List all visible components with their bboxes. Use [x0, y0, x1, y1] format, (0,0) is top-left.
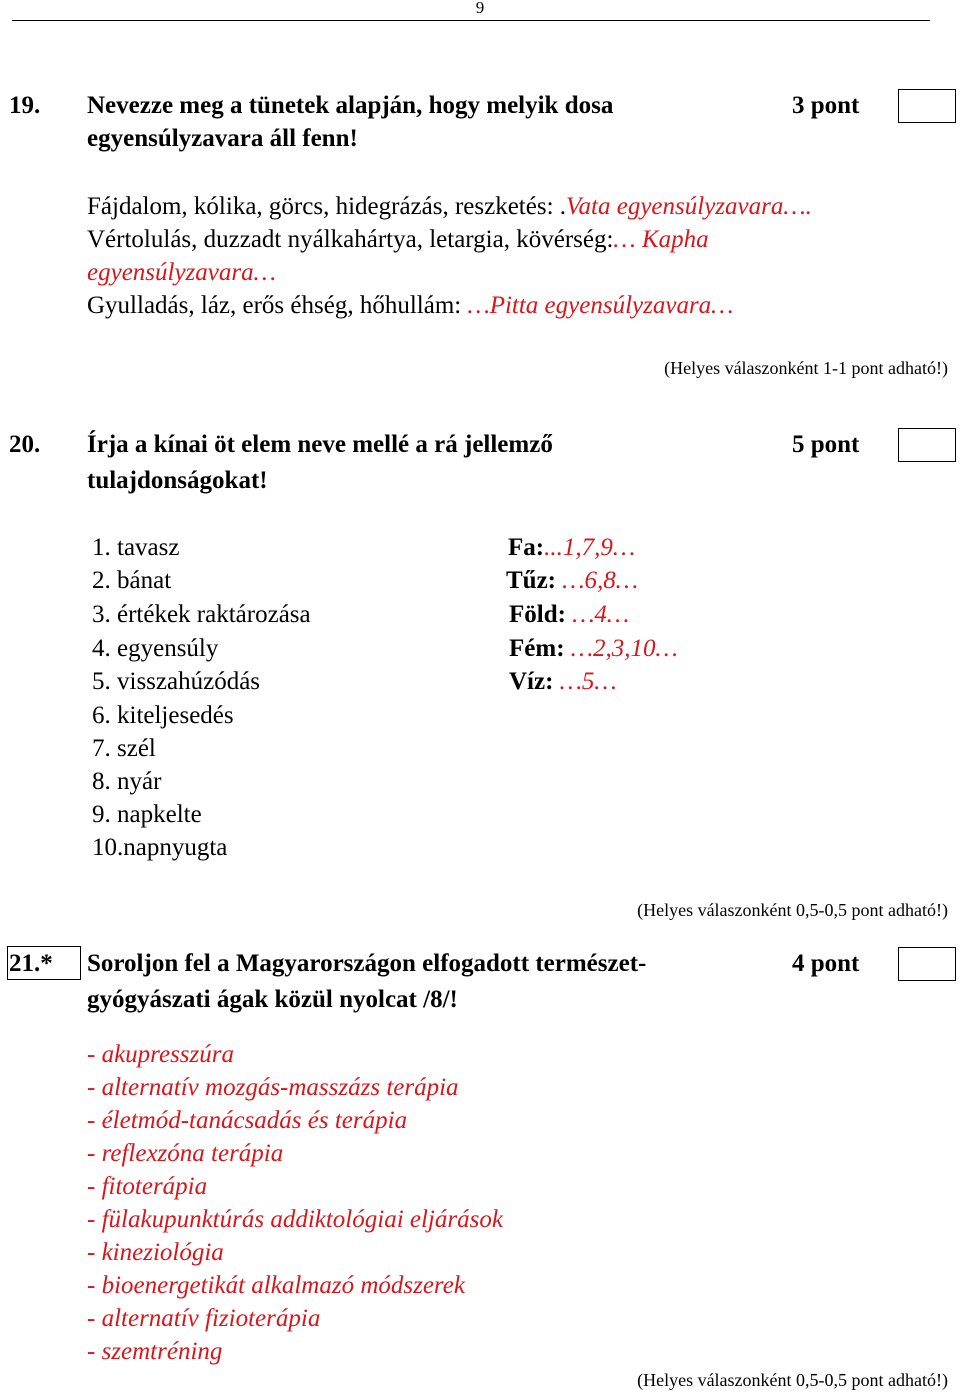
- q19-row-4-answer: …Pitta egyensúlyzavara…: [467, 292, 734, 319]
- q21-answer-item: - akupresszúra: [87, 1041, 234, 1068]
- q19-row-4-prompt: Gyulladás, láz, erős éhség, hőhullám:: [87, 292, 468, 319]
- q19-scoring-note: (Helyes válaszonként 1-1 pont adható!): [664, 358, 948, 378]
- q21-answer-item: - reflexzóna terápia: [87, 1140, 284, 1167]
- q20-element-answer: ...1,7,9…: [544, 534, 636, 561]
- q21-number: 21.*: [9, 950, 53, 977]
- q20-element-label: Fa:: [508, 534, 545, 561]
- q19-points: 3 pont: [792, 92, 860, 119]
- q20-element-label: Fém:: [509, 635, 565, 662]
- q19-row-2-answer: … Kapha: [613, 226, 709, 253]
- q20-element-answer: …2,3,10…: [570, 635, 678, 662]
- q21-answer-item: - bioenergetikát alkalmazó módszerek: [87, 1272, 465, 1299]
- q21-scoring-note: (Helyes válaszonként 0,5-0,5 pont adható!): [637, 1370, 948, 1390]
- q20-title-line1: Írja a kínai öt elem neve mellé a rá jellemző: [87, 431, 553, 458]
- q19-row-1: [87, 193, 812, 221]
- q20-item: 8. nyár: [92, 768, 162, 795]
- header-rule: [12, 20, 930, 21]
- q20-element-fem: [509, 635, 678, 663]
- q21-answer-item: - alternatív fizioterápia: [87, 1305, 321, 1332]
- q21-answer-item: - fitoterápia: [87, 1173, 208, 1200]
- q20-item: 1. tavasz: [92, 534, 180, 561]
- q20-element-tuz: [506, 567, 638, 595]
- q20-points: 5 pont: [792, 431, 860, 458]
- q20-element-answer: …4…: [572, 601, 630, 628]
- q20-element-fold: [509, 601, 629, 629]
- q21-title-line1: Soroljon fel a Magyarországon elfogadott természet-: [87, 950, 647, 977]
- q19-row-1-prompt: Fájdalom, kólika, görcs, hidegrázás, reszketés: .: [87, 193, 567, 220]
- q19-row-1-answer: Vata egyensúlyzavara….: [566, 193, 812, 220]
- q20-score-box[interactable]: [898, 428, 956, 462]
- q20-element-answer: …5…: [559, 668, 617, 695]
- q20-scoring-note: (Helyes válaszonként 0,5-0,5 pont adható!): [637, 900, 948, 920]
- q20-element-fa: [508, 534, 635, 562]
- q20-element-label: Föld:: [509, 601, 566, 628]
- q21-answer-item: - kineziológia: [87, 1239, 224, 1266]
- q20-number: 20.: [9, 431, 41, 458]
- q19-number: 19.: [9, 92, 41, 119]
- q21-title-line2: gyógyászati ágak közül nyolcat /8/!: [87, 986, 458, 1013]
- q20-item: 5. visszahúzódás: [92, 668, 261, 695]
- q20-item: 9. napkelte: [92, 801, 202, 828]
- q21-answer-item: - alternatív mozgás-masszázs terápia: [87, 1074, 459, 1101]
- page-number: 9: [475, 0, 485, 17]
- q19-score-box[interactable]: [898, 89, 956, 123]
- q20-item: 10.napnyugta: [92, 834, 228, 861]
- q21-score-box[interactable]: [898, 947, 956, 981]
- q21-answer-item: - fülakupunktúrás addiktológiai eljárások: [87, 1206, 503, 1233]
- q20-item: 7. szél: [92, 735, 156, 762]
- q19-row-3: [87, 259, 276, 287]
- q21-answer-item: - életmód-tanácsadás és terápia: [87, 1107, 408, 1134]
- q19-row-4: [87, 292, 733, 320]
- q20-element-label: Víz:: [509, 668, 554, 695]
- q20-element-viz: [509, 668, 617, 696]
- q20-title-line2: tulajdonságokat!: [87, 467, 268, 494]
- q20-item: 6. kiteljesedés: [92, 702, 234, 729]
- q20-item: 4. egyensúly: [92, 635, 219, 662]
- q21-answer-item: - szemtréning: [87, 1338, 223, 1365]
- q20-item: 2. bánat: [92, 567, 172, 594]
- q21-points: 4 pont: [792, 950, 860, 977]
- q19-row-2-prompt: Vértolulás, duzzadt nyálkahártya, letargia, kövérség:: [87, 226, 614, 253]
- q19-title-line1: Nevezze meg a tünetek alapján, hogy melyik dosa: [87, 92, 614, 119]
- q20-item: 3. értékek raktározása: [92, 601, 311, 628]
- q20-element-label: Tűz:: [506, 567, 556, 594]
- q20-element-answer: …6,8…: [562, 567, 638, 594]
- q19-row-3-answer: egyensúlyzavara…: [87, 259, 276, 286]
- q19-row-2: [87, 226, 709, 254]
- q19-title-line2: egyensúlyzavara áll fenn!: [87, 125, 358, 152]
